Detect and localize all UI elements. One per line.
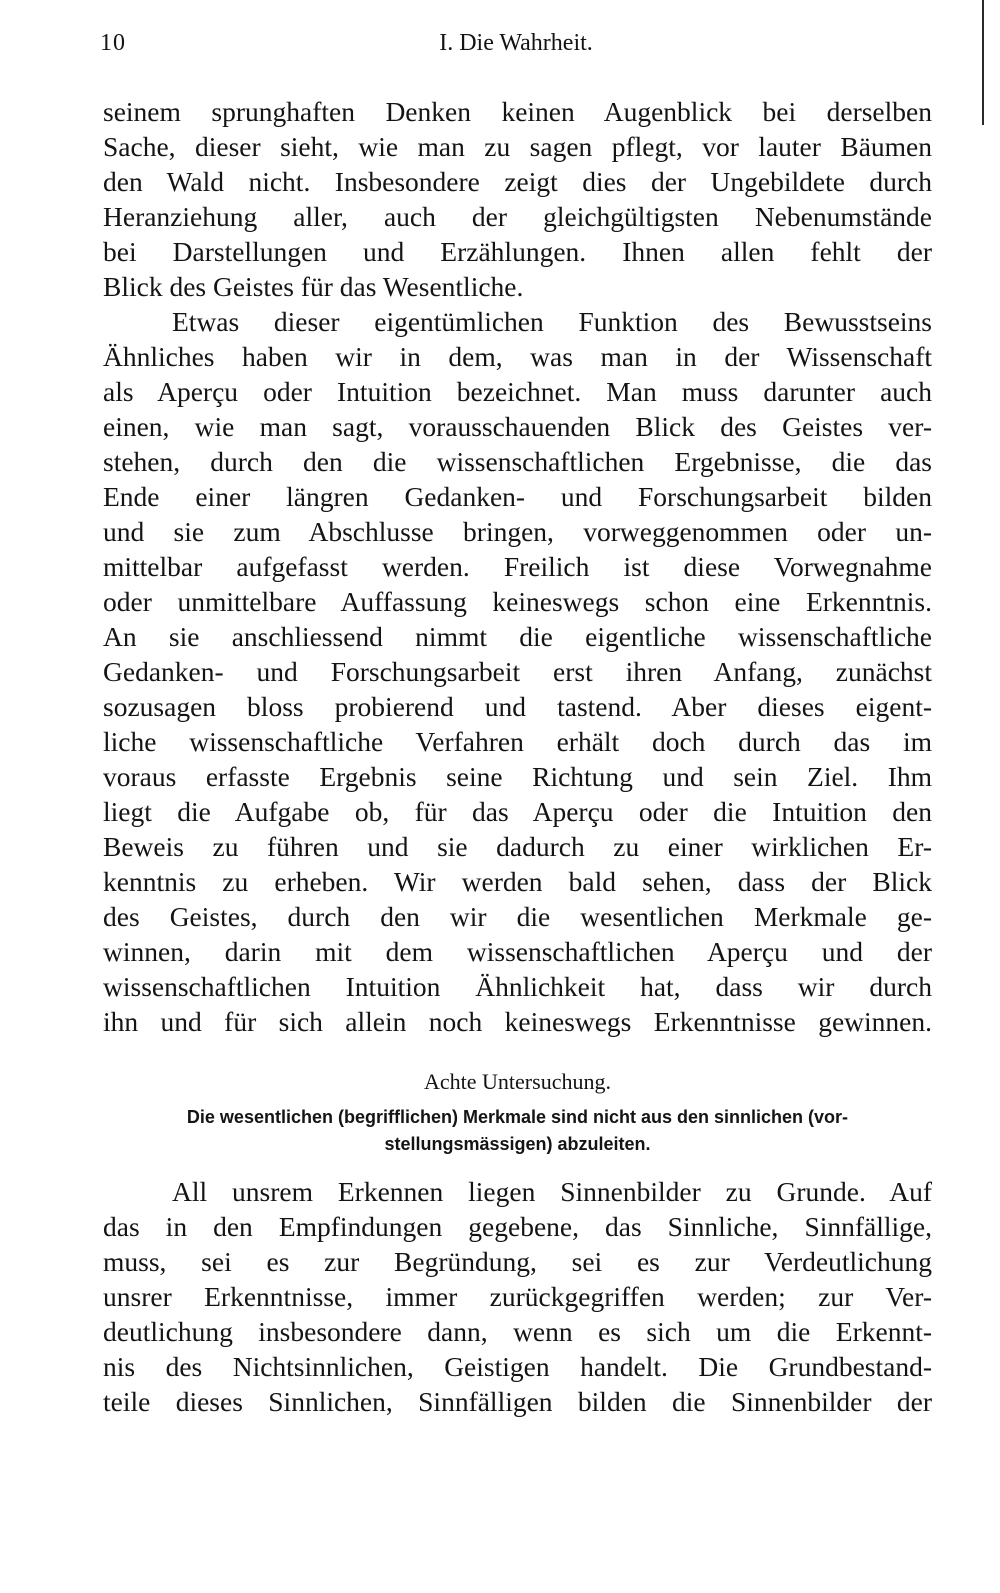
- text-line: mittelbar aufgefasst werden. Freilich ist diese Vorwegnahme: [103, 551, 932, 582]
- text-line: sozusagen bloss probierend und tastend. Aber dieses eigent-: [103, 691, 932, 722]
- text-line: muss, sei es zur Begründung, sei es zur Verdeutlichung: [103, 1246, 932, 1277]
- page-edge-line: [982, 0, 984, 125]
- text-line: teile dieses Sinnlichen, Sinnfälligen bilden die Sinnenbilder der: [103, 1386, 932, 1417]
- text-line: Ende einer längren Gedanken- und Forschungsarbeit bilden: [103, 481, 932, 512]
- text-line: Sache, dieser sieht, wie man zu sagen pflegt, vor lauter Bäumen: [103, 131, 932, 162]
- text-line: Blick des Geistes für das Wesentliche.: [103, 271, 524, 302]
- text-line: liegt die Aufgabe ob, für das Aperçu oder die Intuition den: [103, 796, 932, 827]
- running-title: I. Die Wahrheit.: [439, 30, 593, 56]
- text-line: Ähnliches haben wir in dem, was man in der Wissenschaft: [103, 341, 932, 372]
- text-line: Etwas dieser eigentümlichen Funktion des Bewusstseins: [172, 306, 932, 337]
- text-line: seinem sprunghaften Denken keinen Augenblick bei derselben: [103, 96, 932, 127]
- text-line: winnen, darin mit dem wissenschaftlichen Aperçu und der: [103, 936, 932, 967]
- text-line: An sie anschliessend nimmt die eigentliche wissenschaftliche: [103, 621, 932, 652]
- text-line: liche wissenschaftliche Verfahren erhält doch durch das im: [103, 726, 932, 757]
- text-line: deutlichung insbesondere dann, wenn es sich um die Erkennt-: [103, 1316, 932, 1347]
- text-line: voraus erfasste Ergebnis seine Richtung und sein Ziel. Ihm: [103, 761, 932, 792]
- text-line: kenntnis zu erheben. Wir werden bald sehen, dass der Blick: [103, 866, 932, 897]
- section-title-line: stellungsmässigen) abzuleiten.: [384, 1134, 651, 1154]
- text-line: einen, wie man sagt, vorausschauenden Blick des Geistes ver-: [103, 411, 932, 442]
- text-line: All unsrem Erkennen liegen Sinnenbilder zu Grunde. Auf: [172, 1176, 932, 1207]
- text-line: wissenschaftlichen Intuition Ähnlichkeit hat, dass wir durch: [103, 971, 932, 1002]
- text-line: Beweis zu führen und sie dadurch zu einer wirklichen Er-: [103, 831, 932, 862]
- text-line: ihn und für sich allein noch keineswegs Erkenntnisse gewinnen.: [103, 1006, 932, 1037]
- text-line: und sie zum Abschlusse bringen, vorweggenommen oder un-: [103, 516, 932, 547]
- text-line: als Aperçu oder Intuition bezeichnet. Man muss darunter auch: [103, 376, 932, 407]
- text-line: Gedanken- und Forschungsarbeit erst ihren Anfang, zunächst: [103, 656, 932, 687]
- section-title-line: Die wesentlichen (begrifflichen) Merkmale sind nicht aus den sinnlichen (vor-: [186, 1107, 849, 1127]
- section-label: Achte Untersuchung.: [424, 1069, 611, 1094]
- text-line: oder unmittelbare Auffassung keineswegs schon eine Erkenntnis.: [103, 586, 932, 617]
- text-line: des Geistes, durch den wir die wesentlichen Merkmale ge-: [103, 901, 932, 932]
- text-line: stehen, durch den die wissenschaftlichen Ergebnisse, die das: [103, 446, 932, 477]
- text-line: bei Darstellungen und Erzählungen. Ihnen allen fehlt der: [103, 236, 932, 267]
- text-line: Heranziehung aller, auch der gleichgültigsten Nebenumstände: [103, 201, 932, 232]
- running-head: [100, 30, 932, 64]
- text-line: den Wald nicht. Insbesondere zeigt dies der Ungebildete durch: [103, 166, 932, 197]
- text-line: das in den Empfindungen gegebene, das Sinnliche, Sinnfällige,: [103, 1211, 932, 1242]
- page-number: 10: [100, 30, 126, 56]
- text-line: unsrer Erkenntnisse, immer zurückgegriffen werden; zur Ver-: [103, 1281, 932, 1312]
- text-line: nis des Nichtsinnlichen, Geistigen handelt. Die Grundbestand-: [103, 1351, 932, 1382]
